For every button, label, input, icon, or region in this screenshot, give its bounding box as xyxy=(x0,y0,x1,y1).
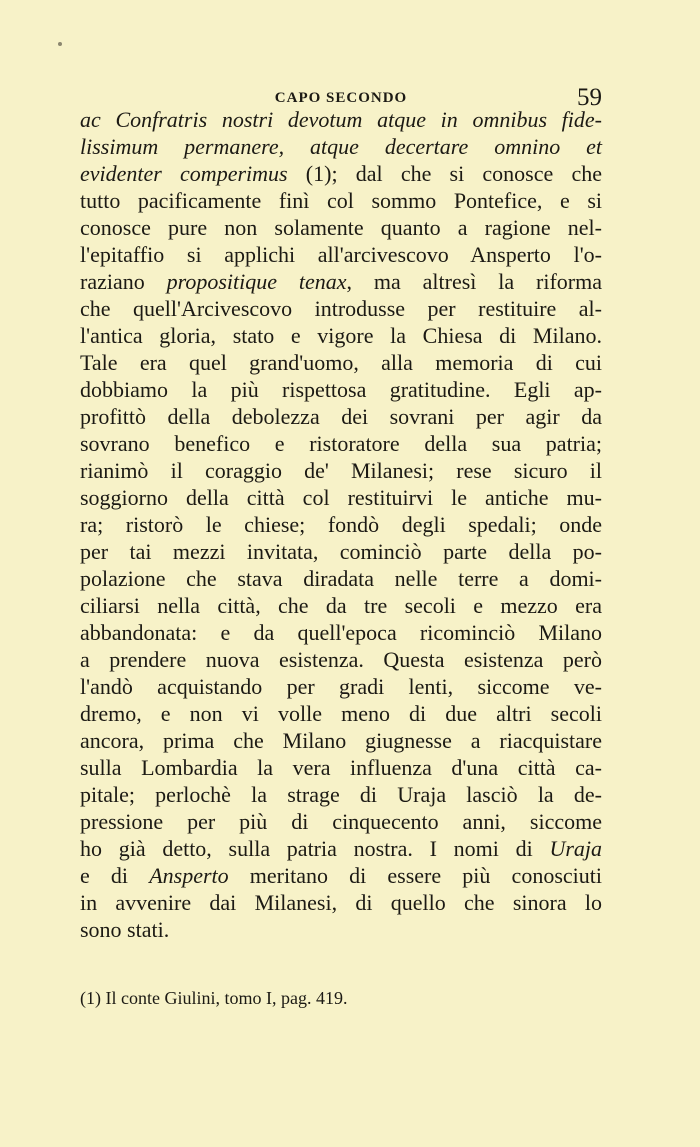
text-line xyxy=(80,133,602,160)
text-run: sovrano benefico e ristoratore della sua patria; xyxy=(80,431,602,456)
text-run: conosce pure non solamente quanto a ragione nel- xyxy=(80,215,602,240)
text-line xyxy=(80,295,602,322)
text-line xyxy=(80,376,602,403)
paper-speck xyxy=(58,42,62,46)
text-run: in avvenire dai Milanesi, di quello che sinora lo xyxy=(80,890,602,915)
footnote: (1) Il conte Giulini, tomo I, pag. 419. xyxy=(80,988,348,1008)
text-run: meritano di essere più conosciuti xyxy=(228,863,602,888)
text-line xyxy=(80,187,602,214)
text-line xyxy=(80,349,602,376)
text-run: tutto pacificamente finì col sommo Pontefice, e si xyxy=(80,188,602,213)
text-line xyxy=(80,160,602,187)
text-run: raziano xyxy=(80,269,167,294)
text-run: a prendere nuova esistenza. Questa esistenza però xyxy=(80,647,602,672)
text-line xyxy=(80,781,602,808)
italic-text: ac Confratris nostri devotum atque in omnibus fide- xyxy=(80,107,602,132)
text-run: (1); dal che si conosce che xyxy=(287,161,603,186)
text-run: sono stati. xyxy=(80,917,170,942)
text-run: profittò della debolezza dei sovrani per agir da xyxy=(80,404,602,429)
text-run: polazione che stava diradata nelle terre a domi- xyxy=(80,566,602,591)
text-run: l'antica gloria, stato e vigore la Chiesa di Milano. xyxy=(80,323,602,348)
text-run: , ma altresì la riforma xyxy=(346,269,602,294)
italic-text: propositique tenax xyxy=(166,269,347,294)
text-run: sulla Lombardia la vera influenza d'una città ca- xyxy=(80,755,602,780)
text-line xyxy=(80,889,602,916)
text-run: pitale; perlochè la strage di Uraja lasciò la de- xyxy=(80,782,602,807)
text-run: l'epitaffio si applichi all'arcivescovo Ansperto l'o- xyxy=(80,242,602,267)
text-line xyxy=(80,835,602,862)
italic-text: evidenter comperimus xyxy=(80,161,288,186)
text-line xyxy=(80,457,602,484)
text-line xyxy=(80,403,602,430)
text-line xyxy=(80,754,602,781)
text-run: Tale era quel grand'uomo, alla memoria di cui xyxy=(80,350,602,375)
italic-text: lissimum permanere, atque decertare omnino et xyxy=(80,134,602,159)
text-line xyxy=(80,268,602,295)
text-line xyxy=(80,862,602,889)
text-run: ra; ristorò le chiese; fondò degli spedali; onde xyxy=(80,512,602,537)
text-line xyxy=(80,565,602,592)
text-run: ho già detto, sulla patria nostra. I nomi di xyxy=(80,836,550,861)
text-line xyxy=(80,241,602,268)
text-run: pressione per più di cinquecento anni, siccome xyxy=(80,809,602,834)
running-head: CAPO SECONDO xyxy=(274,90,408,106)
text-run: abbandonata: e da quell'epoca ricominciò Milano xyxy=(80,620,602,645)
text-line xyxy=(80,538,602,565)
text-line xyxy=(80,592,602,619)
text-run: per tai mezzi invitata, cominciò parte della po- xyxy=(80,539,602,564)
text-line xyxy=(80,727,602,754)
text-line xyxy=(80,430,602,457)
text-line xyxy=(80,700,602,727)
text-run: dobbiamo la più rispettosa gratitudine. Egli ap- xyxy=(80,377,602,402)
text-run: l'andò acquistando per gradi lenti, siccome ve- xyxy=(80,674,602,699)
text-run: ciliarsi nella città, che da tre secoli e mezzo era xyxy=(80,593,602,618)
text-run: dremo, e non vi volle meno di due altri secoli xyxy=(80,701,602,726)
text-line xyxy=(80,619,602,646)
text-line xyxy=(80,106,602,133)
text-run: rianimò il coraggio de' Milanesi; rese sicuro il xyxy=(80,458,602,483)
text-line xyxy=(80,646,602,673)
text-run: che quell'Arcivescovo introdusse per restituire al- xyxy=(80,296,602,321)
text-line xyxy=(80,511,602,538)
italic-text: Ansperto xyxy=(149,863,229,888)
page-number: 59 xyxy=(577,84,602,111)
text-run: ancora, prima che Milano giugnesse a riacquistare xyxy=(80,728,602,753)
text-line xyxy=(80,484,602,511)
text-run: soggiorno della città col restituirvi le antiche mu- xyxy=(80,485,602,510)
text-line xyxy=(80,916,602,943)
text-line xyxy=(80,322,602,349)
text-run: e di xyxy=(80,863,150,888)
italic-text: Uraja xyxy=(549,836,602,861)
body-text xyxy=(80,106,602,943)
text-line xyxy=(80,808,602,835)
text-line xyxy=(80,214,602,241)
text-line xyxy=(80,673,602,700)
